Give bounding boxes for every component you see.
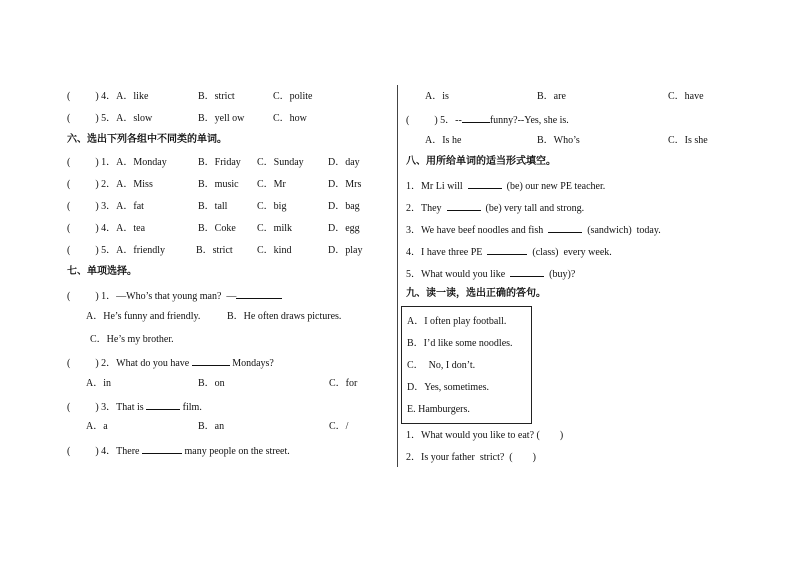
section-6-title: 六、选出下列各组中不同类的单词。 [67, 134, 227, 145]
s6-r2-prefix: ( ) 2．A．Miss [67, 179, 153, 190]
s8-r4-end: (class) every week. [532, 247, 612, 258]
s8-row-2 [406, 201, 584, 215]
s8-r5-blank[interactable] [510, 267, 544, 277]
s8-r5-text: 5．What would you like [406, 269, 506, 280]
s7-q4-blank[interactable] [142, 444, 182, 454]
r-q5-option-a: A．Is he [425, 135, 462, 146]
q5-r4-prefix: ( ) 4．A．like [67, 91, 149, 102]
s8-r1-text: 1．Mr Li will [406, 181, 463, 192]
r-q5-end: funny?--Yes, she is. [489, 115, 569, 126]
s6-r3-prefix: ( ) 3．A．fat [67, 201, 144, 212]
s7-q2-blank[interactable] [192, 356, 230, 366]
s7-q1-option-c: C．He’s my brother. [90, 334, 174, 345]
s6-r3-d: D．bag [328, 201, 360, 212]
s7-q2-text: ( ) 2．What do you have [67, 358, 190, 369]
s6-r4-prefix: ( ) 4．A．tea [67, 223, 146, 234]
s7-q4 [67, 444, 290, 458]
s6-r1-prefix: ( ) 1．A．Monday [67, 157, 167, 168]
s7-q2 [67, 356, 274, 370]
s7-q3-option-a: A．a [86, 421, 108, 432]
s7-q3-blank[interactable] [146, 400, 180, 410]
r-q5-text: ( ) 5．-- [406, 115, 462, 126]
section-8-title: 八、用所给单词的适当形式填空。 [406, 156, 556, 167]
s8-r4-text: 4．I have three PE [406, 247, 483, 258]
s6-r3-b: B．tall [198, 201, 228, 212]
s6-r5-d: D．play [328, 245, 363, 256]
s8-r3-end: (sandwich) today. [587, 225, 661, 236]
s8-r2-blank[interactable] [447, 201, 481, 211]
s8-r5-end: (buy)? [549, 269, 576, 280]
s6-r1-b: B．Friday [198, 157, 241, 168]
s7-q1-blank[interactable] [236, 289, 282, 299]
s7-q2-end: Mondays? [232, 358, 274, 369]
s6-r4-c: C．milk [257, 223, 293, 234]
s9-question-1: 1．What would you like to eat? ( ) [406, 430, 564, 441]
r-q5-blank[interactable] [462, 113, 490, 123]
q5-r4-c: C．polite [273, 91, 313, 102]
s8-row-3 [406, 223, 661, 237]
s7-q2-option-c: C．for [329, 378, 358, 389]
s7-q4-end: many people on the street. [184, 446, 290, 457]
s8-r1-end: (be) our new PE teacher. [506, 181, 606, 192]
q5-r5-b: B．yell ow [198, 113, 245, 124]
s8-r1-blank[interactable] [468, 179, 502, 189]
s6-r2-d: D．Mrs [328, 179, 362, 190]
r-q4-option-c: C．have [668, 91, 704, 102]
s8-row-4 [406, 245, 612, 259]
s7-q1 [67, 289, 282, 303]
s6-r5-prefix: ( ) 5．A．friendly [67, 245, 166, 256]
column-divider [397, 85, 398, 467]
s6-r2-c: C．Mr [257, 179, 286, 190]
s8-r4-blank[interactable] [487, 245, 527, 255]
s8-r3-text: 3．We have beef noodles and fish [406, 225, 544, 236]
s9-option-b: B．I’d like some noodles. [407, 338, 513, 349]
s7-q3-text: ( ) 3．That is [67, 402, 144, 413]
r-q5-option-c: C．Is she [668, 135, 708, 146]
section-7-title: 七、单项选择。 [67, 266, 137, 277]
s8-r2-end: (be) very tall and strong. [485, 203, 585, 214]
s7-q1-option-b: B．He often draws pictures. [227, 311, 342, 322]
s7-q3 [67, 400, 202, 414]
s7-q1-text: ( ) 1．—Who’s that young man? — [67, 291, 237, 302]
section-9-title: 九、读一读，选出正确的答句。 [406, 288, 546, 299]
s7-q2-option-a: A．in [86, 378, 111, 389]
s7-q2-option-b: B．on [198, 378, 225, 389]
s9-option-a: A．I often play football. [407, 316, 507, 327]
r-q5 [406, 113, 569, 127]
r-q5-option-b: B．Who’s [537, 135, 580, 146]
s7-q3-end: film. [182, 402, 202, 413]
s8-row-1 [406, 179, 605, 193]
q5-r5-c: C．how [273, 113, 307, 124]
s8-r3-blank[interactable] [548, 223, 582, 233]
s9-question-2: 2．Is your father strict? ( ) [406, 452, 536, 463]
s9-option-c: C． No, I don’t. [407, 360, 476, 371]
s6-r3-c: C．big [257, 201, 287, 212]
s6-r1-d: D．day [328, 157, 360, 168]
s6-r2-b: B．music [198, 179, 239, 190]
s7-q3-option-b: B．an [198, 421, 225, 432]
s7-q1-option-a: A．He’s funny and friendly. [86, 311, 201, 322]
r-q4-option-b: B．are [537, 91, 566, 102]
s6-r5-c: C．kind [257, 245, 292, 256]
s9-option-d: D．Yes, sometimes. [407, 382, 490, 393]
s6-r1-c: C．Sunday [257, 157, 304, 168]
r-q4-option-a: A．is [425, 91, 449, 102]
q5-r4-b: B．strict [198, 91, 235, 102]
s7-q3-option-c: C．/ [329, 421, 349, 432]
s6-r4-b: B．Coke [198, 223, 236, 234]
s7-q4-text: ( ) 4．There [67, 446, 140, 457]
s6-r4-d: D．egg [328, 223, 360, 234]
s8-row-5 [406, 267, 575, 281]
q5-r5-prefix: ( ) 5．A．slow [67, 113, 153, 124]
s6-r5-b: B．strict [196, 245, 233, 256]
s8-r2-text: 2．They [406, 203, 442, 214]
s9-option-e: E. Hamburgers. [407, 404, 470, 415]
